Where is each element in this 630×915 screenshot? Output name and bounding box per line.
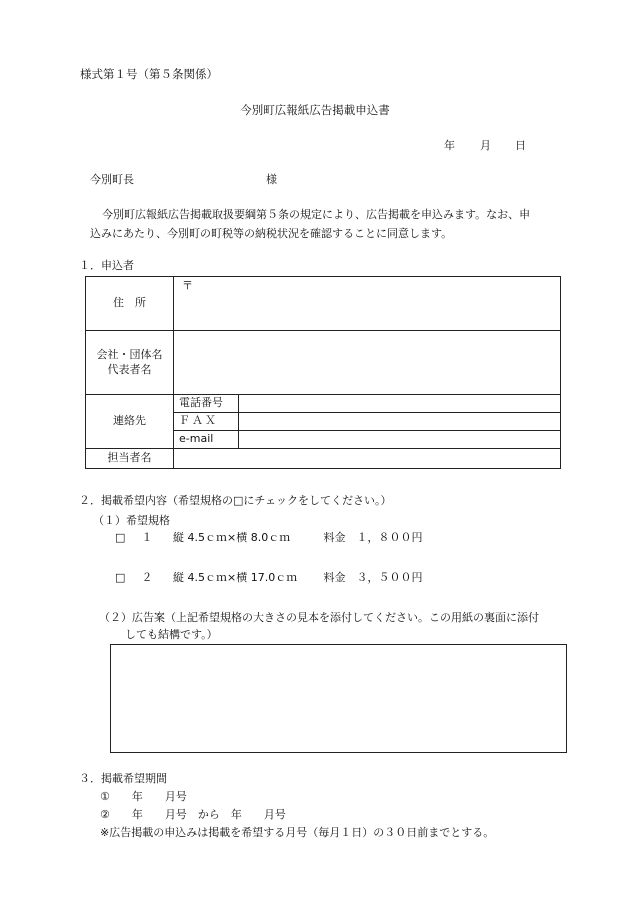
page-title: 今別町広報紙広告掲載申込書 (240, 103, 390, 117)
phone-label: 電話番号 (174, 395, 239, 413)
applicant-table (85, 276, 561, 469)
addressee-name: 今別町長 (90, 173, 134, 186)
date-month: 月 (480, 139, 491, 152)
date-year: 年 (444, 139, 455, 152)
ad-draft-box[interactable] (110, 644, 567, 753)
period-line2: ② 年 月号 から 年 月号 (100, 808, 286, 821)
address-label: 住 所 (86, 277, 174, 331)
company-label-line1: 会社・団体名 (96, 347, 163, 361)
date-day: 日 (515, 139, 526, 152)
period-note: ※広告掲載の申込みは掲載を希望する月号（毎月１日）の３０日前までとする。 (100, 826, 495, 839)
email-field[interactable] (239, 431, 561, 449)
section1-heading: １．申込者 (79, 259, 134, 272)
intro-text-line2: 込みにあたり、今別町の町税等の納税状況を確認することに同意します。 (90, 227, 453, 240)
spec-option-1 (115, 531, 423, 546)
form-number: 様式第１号（第５条関係） (80, 67, 218, 81)
company-field[interactable] (174, 331, 561, 395)
spec-option-1-price: 料金 １，８００円 (323, 531, 423, 544)
spec-option-2-size: 縦 4.5ｃｍ×横 17.0ｃｍ (173, 571, 298, 584)
spec-heading: （１）希望規格 (93, 514, 170, 527)
section2-heading: ２．掲載希望内容（希望規格の□にチェックをしてください。） (79, 494, 392, 507)
fax-label: ＦＡＸ (174, 413, 239, 431)
spec-option-2-checkbox[interactable]: □ (115, 571, 126, 584)
draft-text-line2: しても結構です。） (125, 628, 218, 641)
spec-option-1-checkbox[interactable]: □ (115, 531, 126, 544)
period-line1: ① 年 月号 (100, 790, 187, 803)
spec-option-2-price: 料金 ３，５００円 (323, 571, 423, 584)
company-label-line2: 代表者名 (107, 362, 152, 376)
spec-option-2-number: ２ (141, 571, 153, 584)
phone-field[interactable] (239, 395, 561, 413)
company-label (86, 331, 174, 395)
contact-label: 連絡先 (86, 395, 174, 449)
spec-option-1-size: 縦 4.5ｃｍ×横 8.0ｃｍ (173, 531, 291, 544)
postal-mark: 〒 (182, 279, 193, 292)
person-field[interactable] (174, 449, 561, 469)
spec-option-2 (115, 571, 423, 586)
addressee-honorific: 様 (266, 173, 277, 186)
address-field[interactable] (174, 277, 561, 331)
person-label: 担当者名 (86, 449, 174, 469)
section3-heading: ３．掲載希望期間 (79, 772, 167, 785)
email-label: e-mail (174, 431, 239, 449)
fax-field[interactable] (239, 413, 561, 431)
spec-option-1-number: １ (141, 531, 153, 544)
draft-text-line1: （２）広告案（上記希望規格の大きさの見本を添付してください。この用紙の裏面に添付 (99, 611, 539, 624)
intro-text-line1: 今別町広報紙広告掲載取扱要綱第５条の規定により、広告掲載を申込みます。なお、申 (102, 208, 531, 221)
